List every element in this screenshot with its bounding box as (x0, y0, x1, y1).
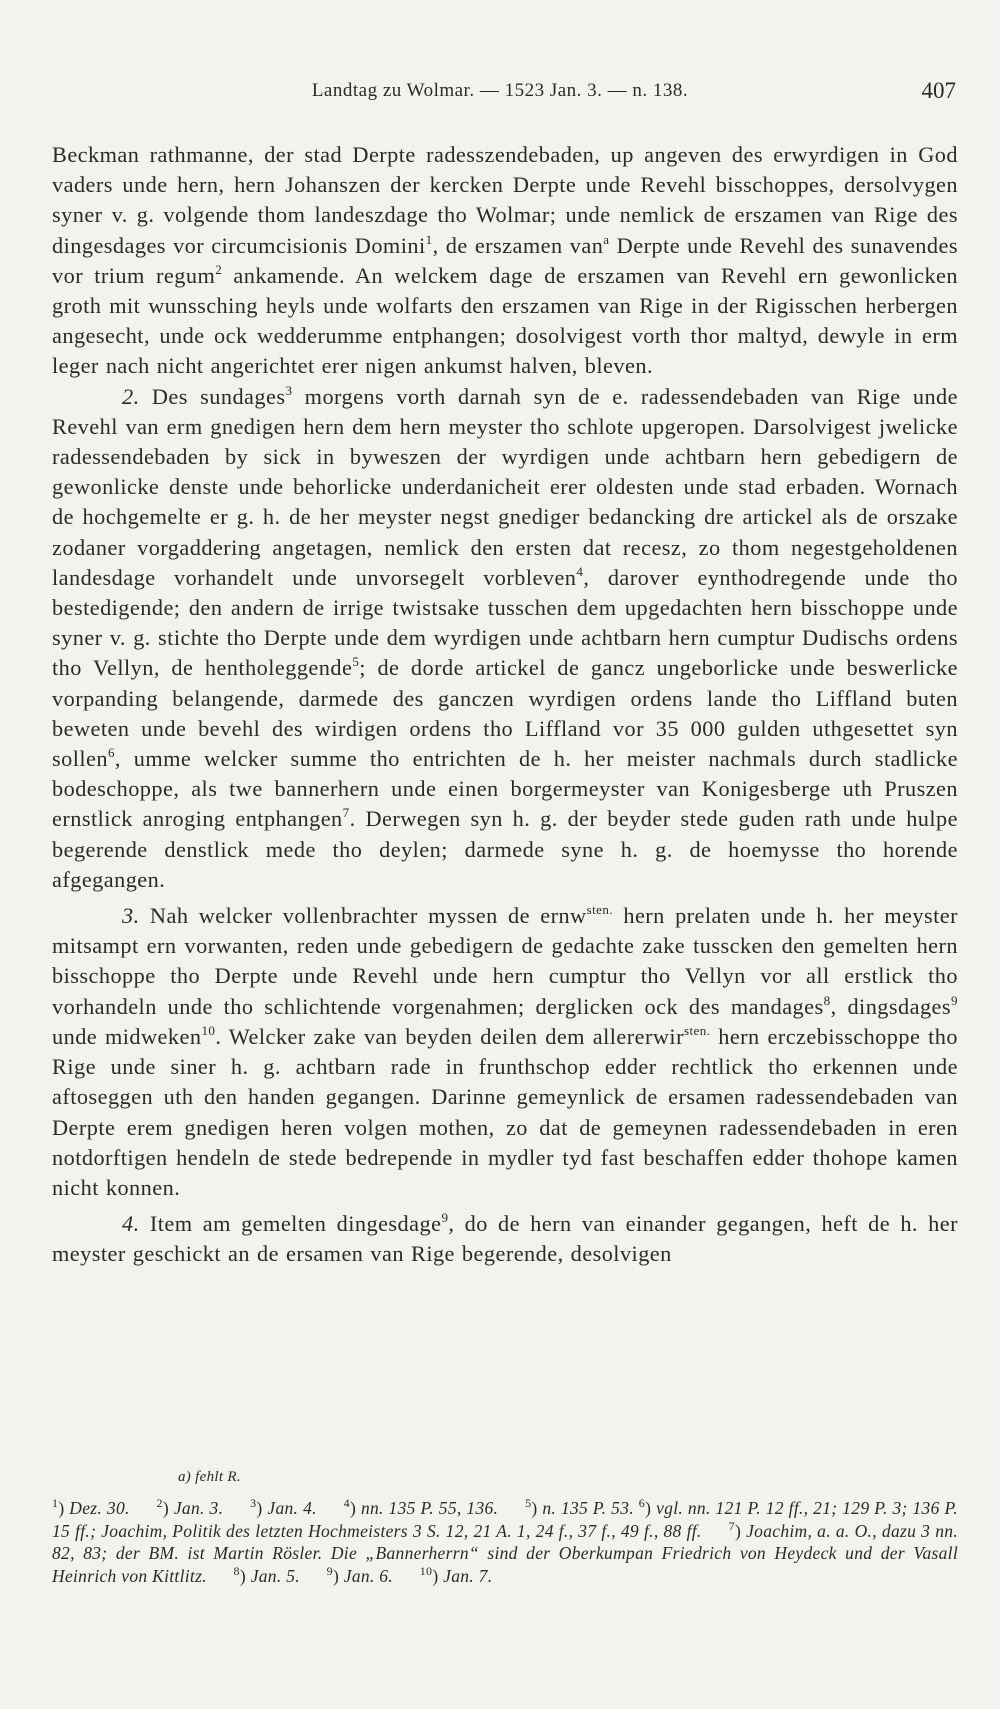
main-text (52, 140, 958, 1270)
running-title: Landtag zu Wolmar. — 1523 Jan. 3. — n. 138. (311, 80, 689, 101)
footnote-block: $^1$) Dez. 30. $^2$) Jan. 3. $^3$) Jan. 4. $^4$) nn. 135 P. 55, 136. $^5$) n. 135 P. 53. $^6$) vgl. nn. 121 P. 12 ff., 21; 129 P. 3; 136 P. 15 ff.; Joachim, Politik des letzten Hochmeisters 3 S. 12, 21 A. 1, 24 f., 37 f., 49 f., 88 ff. $^7$) Joachim, a. a. O., dazu 3 nn. 82, 83; der BM. ist Martin Rösler. Die „Bannerherrn“ sind der Oberkumpan Friedrich von Heydeck und der Vasall Heinrich von Kittlitz. $^8$) Jan. 5. $^9$) Jan. 6. $^{10}$) Jan. 7. (52, 1495, 958, 1587)
text-critical-note: a) fehlt R. (178, 1469, 241, 1485)
paragraph-2: 2. Des sundages$^3$ morgens vorth darnah syn de e. radessendebaden van Rige unde Revehl van erm gnedigen hern dem hern meyster tho schlote upgeropen. Darsolvigest jwelicke radessendebaden by sick in byweszen der wyrdigen unde achtbarn hern gebedigern de gewonlicke denste unde behorlicke underdanicheit erer oldesten unde stad erbaden. Wornach de hochgemelte er g. h. de her meyster negst gnediger bedancking dre artickel als de orszake zodaner vorgaddering angetagen, nemlick den ersten dat recesz, zo thom negestgeholdenen landesdage vorhandelt unde unvorsegelt vorbleven$^4$, darover eynthodregende unde tho bestedigende; den andern de irrige twistsake tusschen dem upgedachten hern bisschoppe unde syner v. g. stichte tho Derpte unde dem wyrdigen unde achtbarn hern cumptur Dudischs ordens tho Vellyn, de hentholeggende$^5$; de dorde artickel de gancz ungeborlicke unde beswerlicke vorpanding belangende, darmede des ganczen wyrdigen ordens lande tho Liffland buten beweten unde bevehl des wirdigen ordens tho Liffland vor 35 000 gulden uthgesettet syn sollen$^6$, umme welcker summe tho entrichten de h. her meister nachmals durch stadlicke bodeschoppe, als twe bannerhern unde einen borgermeyster van Konigesberge uth Pruszen ernstlick anroging entphangen$^7$. Derwegen syn h. g. der beyder stede guden rath unde hulpe begerende denstlick mede tho deylen; darmede syne h. g. de hoemysse tho horende afgegangen. (52, 382, 958, 892)
section-number-3: 3. (122, 903, 140, 929)
section-number-4: 4. (122, 1211, 140, 1237)
page-number: 407 (921, 78, 956, 103)
footnotes (52, 1466, 958, 1588)
paragraph-3: 3. Nah welcker vollenbrachter myssen de ernw$^{sten.}$ hern prelaten unde h. her meyster mitsampt ern vorwanten, reden unde gebedigern de gedachte zake tusscken den gemelten hern bisschoppe tho Derpte unde Revehl unde hern cumptur tho Vellyn vor all erstlick tho vorhandeln unde tho schlichtende vorgenahmen; derglicken ock des mandages$^8$, dingsdages$^9$ unde midweken$^{10}$. Welcker zake van beyden deilen dem allererwir$^{sten.}$ hern erczebisschoppe tho Rige unde siner h. g. achtbarn rade in frunthschop edder rechtlick tho erkennen unde aftoseggen uth den handen gegangen. Darinne gemeynlick de ersamen radessendebaden van Derpte erem gnedigen heren volgen mothen, zo dat de gemeynen radessendebaden in eren notdorftigen hendeln de stede bedrepende in mydler tyd fast beschaffen edder thohope kamen nicht konnen. (52, 902, 958, 1200)
page-header (0, 78, 1000, 112)
paragraph-1: Beckman rathmanne, der stad Derpte radesszendebaden, up angeven des erwyrdigen in God vaders unde hern, hern Johanszen der kercken Derpte unde Revehl bisschoppes, dersolvygen syner v. g. volgende thom landeszdage tho Wolmar; unde nemlick de erszamen van Rige des dingesdages vor circumcisionis Domini$^1$, de erszamen van$^a$ Derpte unde Revehl des sunavendes vor trium regum$^2$ ankamende. An welckem dage de erszamen van Revehl ern gewonlicken groth mit wunssching heyls unde wolfarts den erszamen van Rige in der Rigisschen herbergen angesecht, unde ock wedderumme entphangen; dosolvigest vorth thor maltyd, dewyle in erm leger nach nicht angerichtet erer nigen ankumst halven, bleven. (52, 142, 958, 379)
paragraph-4: 4. Item am gemelten dingesdage$^9$, do de hern van einander gegangen, heft de h. her meyster geschickt an de ersamen van Rige begerende, desolvigen (52, 1210, 958, 1267)
section-number-2: 2. (122, 383, 140, 409)
